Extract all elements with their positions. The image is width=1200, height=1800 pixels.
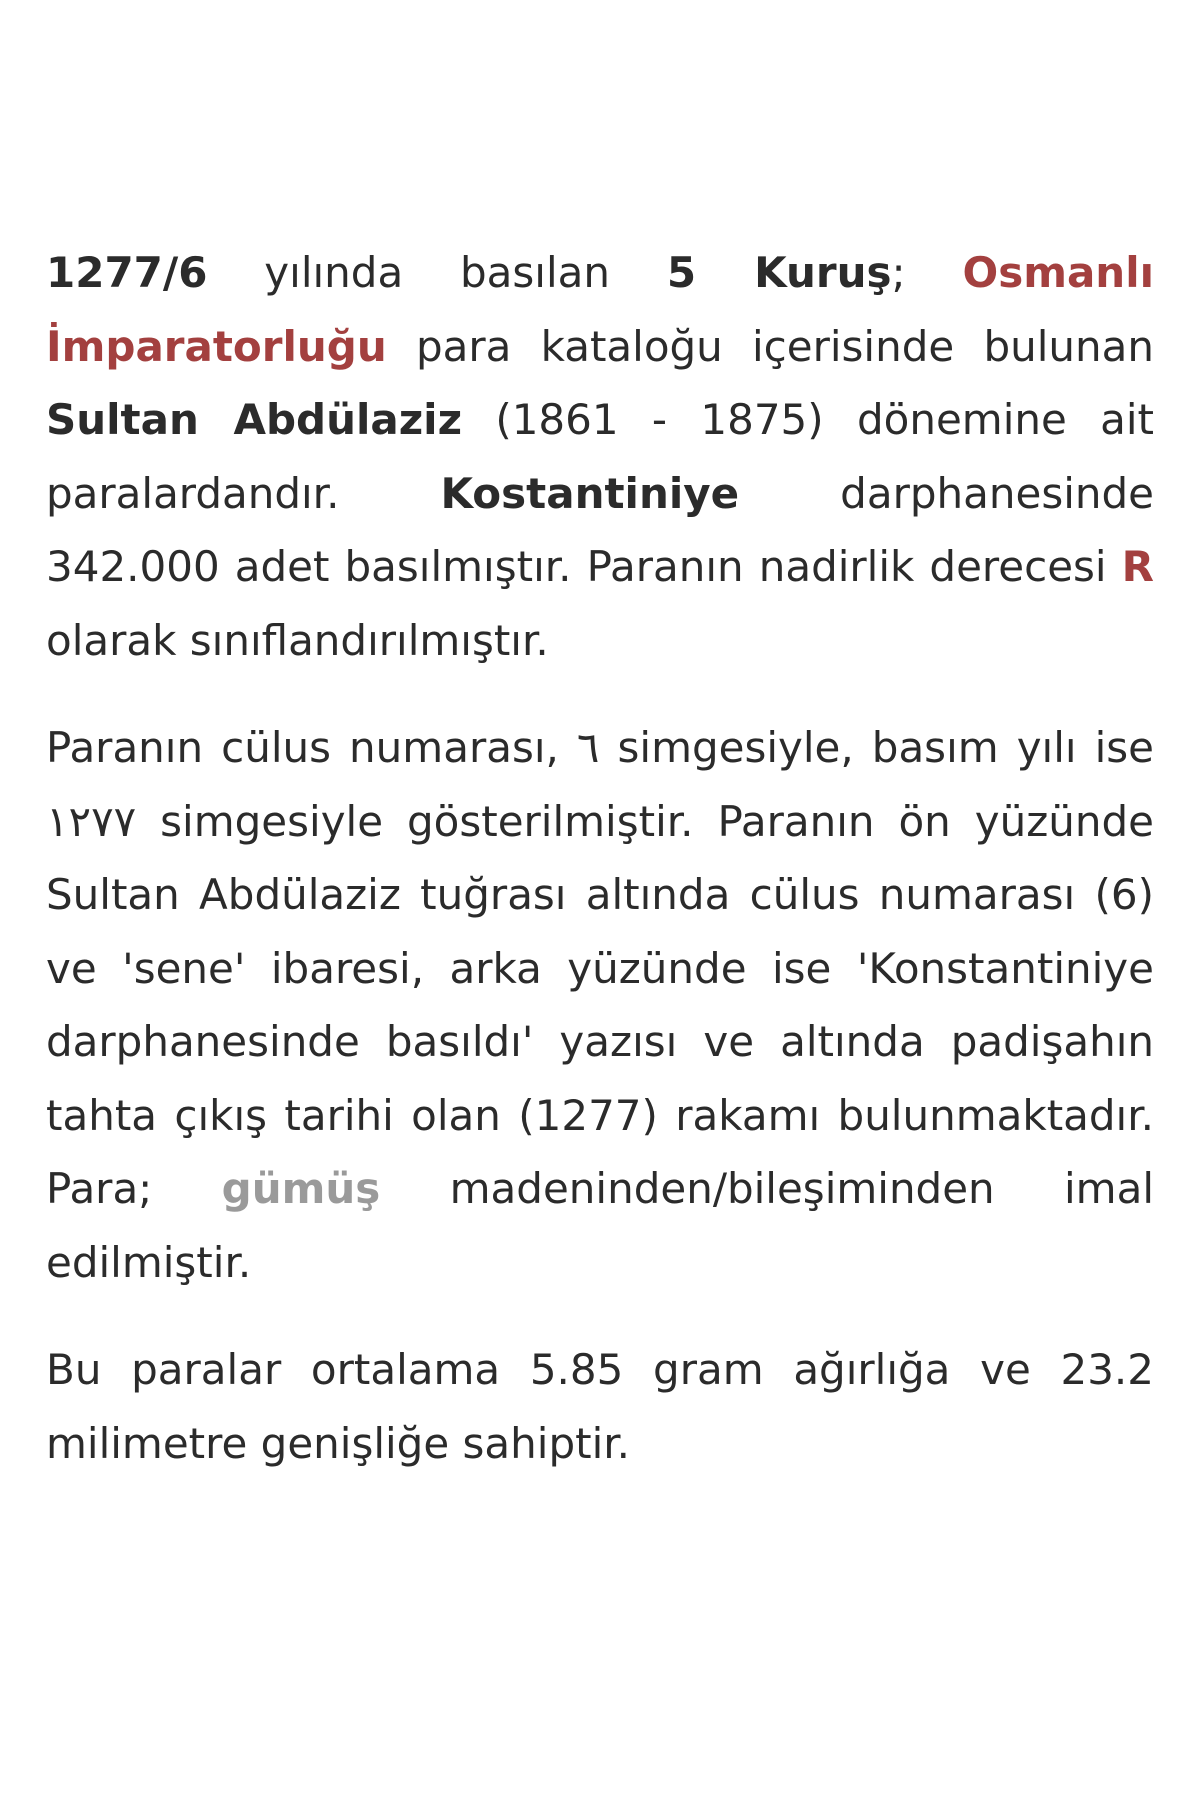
symbols-text-4: madeninden/bileşiminden imal edilmiştir. [46, 1164, 1154, 1287]
symbols-text-2: simgesiyle, basım yılı ise [599, 723, 1154, 772]
intro-text-4: (1861 - 1875) dönemine ait paralardandır. [46, 395, 1155, 518]
year-code: 1277/6 [46, 248, 208, 297]
intro-text-6: olarak sınıflandırılmıştır. [46, 615, 549, 665]
denomination: 5 Kuruş [666, 248, 892, 297]
symbols-paragraph [46, 711, 1154, 1299]
mint-name: Kostantiniye [440, 468, 740, 518]
intro-text-5: darphanesinde 342.000 adet basılmıştır. Paranın nadirlik derecesi [46, 468, 1154, 591]
intro-text-1: yılında basılan [207, 248, 667, 297]
dimensions-paragraph: Bu paralar ortalama 5.85 gram ağırlığa ve 23.2 milimetre genişliğe sahiptir. [46, 1345, 1154, 1468]
catalog-name: Osmanlı İmparatorluğu [46, 248, 1154, 371]
intro-text-3: para kataloğu içerisinde bulunan [386, 321, 1154, 371]
intro-text-2: ; [891, 248, 963, 297]
coin-description [46, 236, 1154, 1480]
year-symbol: ١٢٧٧ [46, 796, 137, 846]
accession-symbol: ٦ [576, 723, 600, 772]
rarity-grade: R [1121, 542, 1154, 591]
intro-paragraph [46, 236, 1154, 677]
symbols-text-1: Paranın cülus numarası, [46, 723, 577, 772]
symbols-text-3: simgesiyle gösterilmiştir. Paranın ön yüzünde Sultan Abdülaziz tuğrası altında cülus numarası (6) ve 'sene' ibaresi, arka yüzünde ise 'Konstantiniye darphanesinde basıldı' yazısı ve altında padişahın tahta çıkış tarihi olan (1277) rakamı bulunmaktadır. Para; [46, 796, 1154, 1213]
metal-name: gümüş [221, 1164, 381, 1213]
sultan-name: Sultan Abdülaziz [46, 395, 463, 444]
